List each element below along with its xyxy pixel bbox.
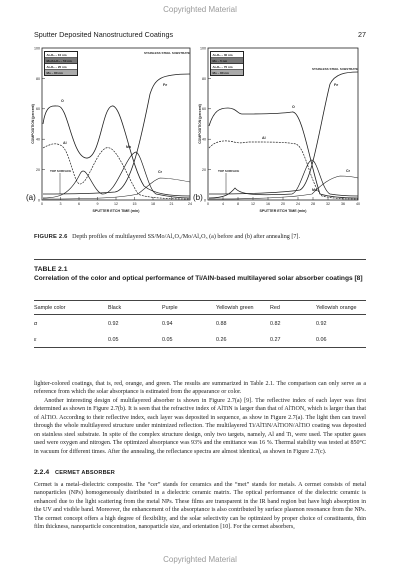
table-cell: 0.05 xyxy=(108,337,119,343)
b-xtick-16: 16 xyxy=(266,202,270,206)
body-paragraph-1: lighter-colored coatings, that is, red, orange, and green. The results are summarized in Table 2.1. The comparison can only serve as a reference from which the solar absorptance is estimated from the appearance or color. xyxy=(34,381,366,396)
table-cell: α xyxy=(34,321,38,327)
a-label-al: Al xyxy=(63,141,67,145)
b-xtick-8: 8 xyxy=(237,202,239,206)
a-xtick-9: 9 xyxy=(96,202,99,206)
a-legend-3: Al₂O₃ – 20 nm xyxy=(46,65,67,69)
figure-2-6 xyxy=(26,44,370,226)
a-xtick-24: 24 xyxy=(188,202,192,206)
section-number: 2.2.4 xyxy=(34,469,50,476)
table-2-1 xyxy=(34,300,366,348)
a-label-cr: Cr xyxy=(158,170,162,174)
b-label-fe: Fe xyxy=(334,83,339,87)
table-cell: ε xyxy=(34,337,37,343)
b-xtick-12: 12 xyxy=(251,202,255,206)
b-ytick-20: 20 xyxy=(202,168,206,172)
panel-b xyxy=(193,47,360,214)
b-xtick-4: 4 xyxy=(222,202,224,206)
b-xtick-0: 0 xyxy=(207,202,209,206)
b-ytick-80: 80 xyxy=(202,76,206,81)
table-cell: 0.82 xyxy=(270,321,281,327)
body2-paragraph-1: Cermet is a metal–dielectric composite. The “cer” stands for ceramics and the “met” stands for metals. A cermet consists of metal nanoparticles (NPs) homogeneously distributed in a dielectric ceramic matrix. The optical performance of the dielectric ceramic is enhanced due to the light scattering from the metal NPs. These films are transparent in the IR band region but have high absorption in the UV and visible band. Moreover, the enhancement of the absorptance is also contributed by surface plasmon resonance from the NPs. The cermet concept offers a high degree of flexibility, and the solar selectivity can be optimized by proper choice of constituents, thin film thickness, nanoparticle concentration, nanoparticle size, and orientation [10]. For the cermet absorbers, xyxy=(34,482,366,531)
watermark-top: Copyrighted Material xyxy=(163,5,237,14)
b-curve-o xyxy=(209,108,358,198)
table-cell: 0.92 xyxy=(316,321,327,327)
b-legend-4: Mo – 80 nm xyxy=(212,71,229,75)
b-xtick-32: 32 xyxy=(326,202,330,206)
table-cell: 0.06 xyxy=(316,337,327,343)
b-legend-2: Mo – 5 nm xyxy=(212,59,228,63)
b-curve-cr xyxy=(209,176,358,199)
a-legend-1: Al₂O₃ – 10 nm xyxy=(46,53,67,57)
a-xtick-21: 21 xyxy=(169,202,174,206)
a-ytick-20: 20 xyxy=(36,168,40,172)
running-head-title: Sputter Deposited Nanostructured Coatings xyxy=(34,30,174,39)
table-header-cell: Black xyxy=(108,305,122,311)
b-xtick-24: 24 xyxy=(296,202,300,206)
table-cell: 0.27 xyxy=(270,337,281,343)
a-ytick-40: 40 xyxy=(36,137,40,142)
a-ylabel: COMPOSITION (percent) xyxy=(31,104,35,144)
a-ytick-0: 0 xyxy=(38,198,40,203)
a-xtick-18: 18 xyxy=(151,202,155,206)
table-cell: 0.92 xyxy=(108,321,119,327)
a-label-fe: Fe xyxy=(163,83,168,87)
table-cell: 0.88 xyxy=(216,321,227,327)
a-ytick-80: 80 xyxy=(36,76,40,81)
b-xtick-28: 28 xyxy=(311,202,315,206)
panel-a xyxy=(26,47,192,214)
figure-caption xyxy=(34,234,366,240)
a-top-surface-label: TOP SURFACE xyxy=(50,169,72,173)
a-ytick-100: 100 xyxy=(34,46,40,51)
a-xtick-15: 15 xyxy=(132,202,137,206)
a-curve-o xyxy=(43,106,190,196)
body-text-2 xyxy=(34,481,366,532)
b-xtick-36: 36 xyxy=(341,202,345,206)
a-ytick-60: 60 xyxy=(36,107,40,112)
table-header-cell: Sample color xyxy=(34,305,66,311)
b-legend-3: Al₂O₃ – 70 nm xyxy=(212,65,233,69)
a-curve-mo xyxy=(43,152,190,198)
b-label-mo: Mo xyxy=(312,188,318,192)
running-head xyxy=(34,30,366,39)
table-cell: 0.26 xyxy=(216,337,227,343)
table-header-cell: Yellowish orange xyxy=(316,305,357,311)
body-paragraph-2: Another interesting design of multilayered absorber is shown in Figure 2.7(a) [9]. The reflective index of each layer was first determined as shown in Figure 2.7(b). It is seen that the refractive index of AlTiN is larger than that of AlTiON, which is larger than that of AlTiO. According to their reflective index, each layer was deposited in sequence, as show in Figure 2.7(a). The light then can travel through the whole multilayered structure under minimized reflection. The multilayered Ti/AlTiN/AlTiON/AlTiO coating was deposited on stainless steel substrate. In spite of the complex structure design, only two targets, namely, Al and Ti, were used. The sputter gases used were oxygen and nitrogen. The optimized absorptance was 93% and the emittance was 16 %. Thermal stability was tested at 850°C in vacuum for different times. After the annealing, the reflectance spectra are almost identical, as shown in Figure 2.7(c). xyxy=(34,397,366,455)
panel-a-label: (a) xyxy=(26,193,36,202)
b-top-surface-label: TOP SURFACE xyxy=(218,169,240,173)
b-curve-mo xyxy=(209,160,358,198)
b-ytick-60: 60 xyxy=(202,107,206,112)
a-substrate-label: STAINLESS STEEL SUBSTRATE xyxy=(144,51,191,55)
body-text xyxy=(34,380,366,456)
a-xtick-0: 0 xyxy=(41,202,43,206)
a-label-o: O xyxy=(61,99,64,103)
table-row xyxy=(34,315,366,332)
b-curve-fe xyxy=(209,72,358,194)
section-title: CERMET ABSORBER xyxy=(55,470,115,476)
watermark-bottom: Copyrighted Material xyxy=(163,555,237,564)
table-row xyxy=(34,331,366,348)
b-xtick-20: 20 xyxy=(281,202,285,206)
b-label-cr: Cr xyxy=(346,169,350,173)
figure-caption-label: FIGURE 2.6 xyxy=(34,234,68,240)
b-substrate-label: STAINLESS STEEL SUBSTRATE xyxy=(312,67,359,71)
b-ytick-40: 40 xyxy=(202,137,206,142)
table-header-row xyxy=(34,301,366,315)
panel-b-label: (b) xyxy=(193,193,203,202)
a-label-mo: Mo xyxy=(126,145,132,149)
b-label-al: Al xyxy=(262,136,266,140)
table-cell: 0.94 xyxy=(162,321,173,327)
a-xtick-3: 3 xyxy=(59,202,62,206)
table-label: TABLE 2.1 xyxy=(34,266,68,273)
a-legend-2: Mo/Al₂O₃ – 50 nm xyxy=(46,59,72,63)
section-heading xyxy=(34,469,115,476)
a-xlabel: SPUTTER ETCH TIME (min) xyxy=(92,209,140,213)
table-header-cell: Yellowish green xyxy=(216,305,254,311)
a-curve-fe xyxy=(43,74,190,194)
table-top-rule xyxy=(34,259,366,260)
table-cell: 0.05 xyxy=(162,337,173,343)
b-ytick-100: 100 xyxy=(200,46,206,51)
b-xlabel: SPUTTER ETCH TIME (min) xyxy=(259,209,307,213)
b-legend-1: Al₂O₃ – 30 nm xyxy=(212,53,233,57)
figure-caption-text: Depth profiles of multilayered SS/Mo/Al₂O₃/Mo/Al₂O₃ (a) before and (b) after annealing [7]. xyxy=(72,234,300,240)
b-ytick-0: 0 xyxy=(204,198,206,203)
b-ylabel: COMPOSITION (percent) xyxy=(198,104,202,144)
table-header-cell: Purple xyxy=(162,305,178,311)
a-legend-4: Mo – 80 nm xyxy=(46,71,63,75)
b-xtick-40: 40 xyxy=(356,202,360,206)
a-xtick-6: 6 xyxy=(78,202,80,206)
table-header-cell: Red xyxy=(270,305,280,311)
table-title: Correlation of the color and optical performance of Ti/AlN-based multilayered solar absorber coatings [8] xyxy=(34,275,363,282)
a-xtick-12: 12 xyxy=(114,202,118,206)
page-number: 27 xyxy=(358,30,366,39)
b-label-o: O xyxy=(292,105,295,109)
